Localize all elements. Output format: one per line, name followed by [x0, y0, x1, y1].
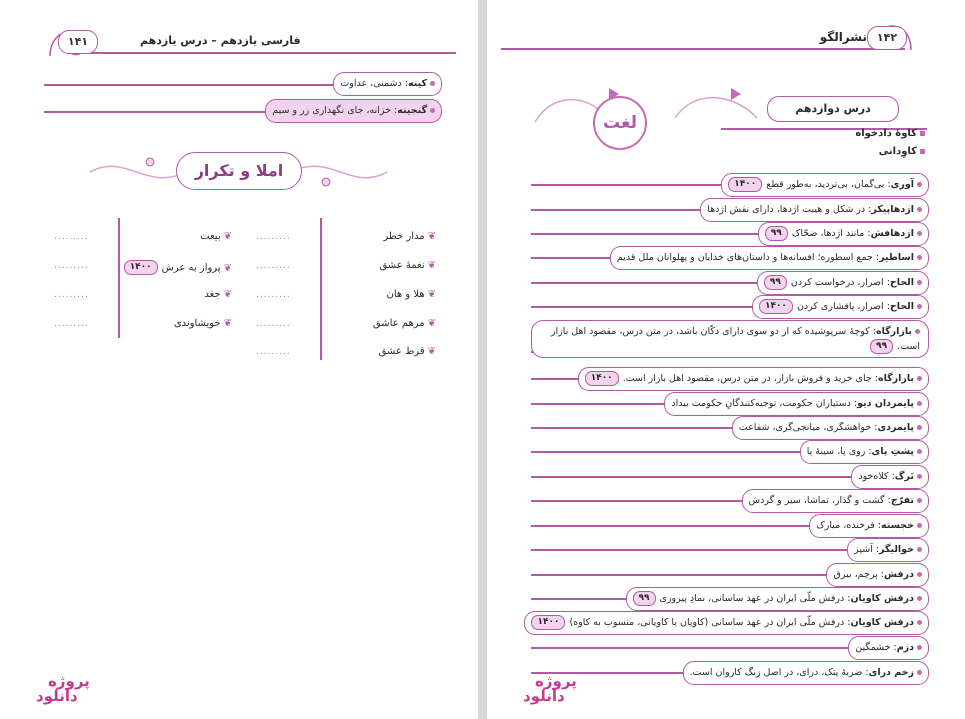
spelling-item: ❦خویشاوندی	[173, 318, 232, 329]
bullet-icon	[917, 498, 922, 503]
spelling-item: ❦مدار خطر	[383, 231, 436, 242]
exam-year-badge: ۹۹	[765, 226, 788, 241]
vocab-pill: درفش: پرچم، بیرق	[826, 563, 929, 587]
vocab-pill: خجسته: فرخنده، مبارک	[809, 514, 929, 538]
page-header-title: فارسی یازدهم – درس یازدهم	[140, 34, 301, 47]
exam-year-badge: ۱۴۰۰	[124, 260, 158, 275]
bullet-icon	[917, 474, 922, 479]
bullet-icon	[917, 620, 922, 625]
book-gutter	[478, 0, 487, 719]
vocab-definition: خزانه، جای نگهداری زر و سیم	[272, 105, 391, 116]
exam-year-badge: ۱۴۰۰	[531, 615, 565, 630]
spelling-item: ❦هلا و هان	[386, 289, 436, 300]
vocab-row	[531, 219, 929, 246]
vocab-pill: دژم: خشمگین	[848, 636, 929, 660]
vocab-row	[531, 389, 929, 416]
header-rule	[88, 52, 456, 54]
vocab-definition: دشمنی، عداوت	[340, 78, 402, 89]
vocab-pill: تفرّج: گشت و گذار، تماشا، سیر و گردش	[742, 489, 929, 513]
bullet-icon	[915, 329, 920, 334]
vocab-row	[44, 70, 442, 97]
leaf-icon: ❦	[223, 318, 232, 329]
leaf-icon: ❦	[427, 346, 436, 357]
spelling-item: ❦قرط عشق	[378, 346, 436, 357]
column-divider	[118, 218, 120, 338]
vocab-row	[531, 560, 929, 587]
leaf-icon: ❦	[427, 231, 436, 242]
square-bullet-icon	[920, 131, 925, 136]
blank-dots: .........	[54, 261, 89, 271]
vocab-term: کینه	[407, 78, 427, 89]
bullet-icon	[917, 280, 922, 285]
bullet-icon	[430, 81, 435, 86]
page-header-title: نشرالگو	[819, 30, 867, 44]
bullet-icon	[917, 255, 922, 260]
blank-dots: .........	[54, 319, 89, 329]
bullet-icon	[917, 572, 922, 577]
bullet-icon	[917, 182, 922, 187]
bullet-icon	[917, 670, 922, 675]
vocab-row	[531, 511, 929, 538]
vocab-pill: بازارگاه: کوچهٔ سرپوشیده که از دو سوی دارای دکّان باشد، در متن درس، مقصود اهل بازار است.۹۹	[531, 320, 929, 358]
lesson-title: درس دوازدهم	[767, 96, 899, 122]
vocab-row	[531, 317, 929, 361]
vocab-row	[531, 292, 929, 319]
vocab-term: گنجینه	[397, 105, 427, 116]
leaf-icon: ❦	[427, 289, 436, 300]
vocab-pill: بازارگاه: جای خرید و فروش بازار، در متن درس، مقصود اهل بازار است.۱۴۰۰	[578, 367, 929, 391]
vocab-row	[531, 535, 929, 562]
vocab-row	[531, 486, 929, 513]
vocab-row	[531, 462, 929, 489]
bullet-icon	[917, 547, 922, 552]
bullet-icon	[917, 523, 922, 528]
vocab-row	[531, 633, 929, 660]
vocab-pill: گنجینه: خزانه، جای نگهداری زر و سیم	[265, 99, 442, 123]
leaf-icon: ❦	[427, 318, 436, 329]
exam-year-badge: ۹۹	[633, 591, 656, 606]
vocab-pill: پایمردان دیو: دستیاران حکومت، توجیه‌کنندگانِ حکومت بیداد	[664, 392, 929, 416]
spelling-item: ❦نغمهٔ عشق	[379, 260, 436, 271]
vocab-pill: پشتِ پای: روی پا، سینهٔ پا	[800, 440, 929, 464]
bullet-icon	[917, 425, 922, 430]
page-number: ۱۴۲	[867, 26, 907, 50]
brand-logo: پروژه دانلود	[523, 672, 577, 705]
exam-year-badge: ۱۴۰۰	[728, 177, 762, 192]
section-title: املا و تکرار	[176, 152, 302, 190]
bullet-icon	[917, 376, 922, 381]
blank-dots: .........	[256, 319, 291, 329]
exam-year-badge: ۱۴۰۰	[759, 299, 793, 314]
page-number: ۱۴۱	[58, 30, 98, 54]
spelling-item: ❦پرواز به عرش۱۴۰۰	[124, 260, 232, 275]
vocab-row	[531, 364, 929, 391]
leaf-icon: ❦	[223, 289, 232, 300]
bullet-icon	[917, 304, 922, 309]
vocab-row	[531, 170, 929, 197]
vocab-pill: آوری: بی‌گمان، بی‌تردید، به‌طور قطع۱۴۰۰	[721, 173, 929, 197]
bullet-icon	[430, 108, 435, 113]
left-page	[0, 0, 478, 719]
vocab-row	[531, 268, 929, 295]
header-rule	[501, 48, 905, 50]
vocab-pill: درفش کاویان: درفش ملّی ایران در عهد ساسانی (کاویان یا کاویانی، منسوب به کاوه)۱۴۰۰	[524, 611, 929, 635]
vocab-pill: تَرگ: کلاه‌خود	[851, 465, 929, 489]
leaf-icon: ❦	[223, 262, 232, 274]
vocab-pill: الحاح: اصرار، درخواست کردن۹۹	[757, 271, 929, 295]
blank-dots: .........	[256, 290, 291, 300]
bullet-icon	[917, 401, 922, 406]
spelling-item: ❦مرهم عاشق	[372, 318, 436, 329]
right-page	[487, 0, 965, 719]
vocab-pill: اساطیر: جمع اسطوره؛ افسانه‌ها و داستان‌های خدایان و پهلوانان ملل قدیم	[610, 246, 929, 270]
exam-year-badge: ۹۹	[870, 339, 893, 354]
vocab-pill: اژدهاپیکر: در شکل و هیبت اژدها، دارای نقش اژدها	[700, 198, 929, 222]
blank-dots: .........	[54, 290, 89, 300]
bullet-icon	[917, 207, 922, 212]
blank-dots: .........	[256, 232, 291, 242]
vocab-row	[531, 437, 929, 464]
exam-year-badge: ۹۹	[764, 275, 787, 290]
spelling-item: ❦جغد	[204, 289, 232, 300]
vocab-pill: الحاح: اصرار، پافشاری کردن۱۴۰۰	[752, 295, 929, 319]
exam-year-badge: ۱۴۰۰	[585, 371, 619, 386]
lesson-subtitle: کاوهٔ دادخواه	[855, 128, 925, 139]
leaf-icon: ❦	[427, 260, 436, 271]
blank-dots: .........	[54, 232, 89, 242]
vocab-pill: پایمردی: خواهشگری، میانجی‌گری، شفاعت	[732, 416, 929, 440]
vocab-row	[531, 413, 929, 440]
bullet-icon	[917, 449, 922, 454]
vocab-row	[531, 195, 929, 222]
bullet-icon	[917, 645, 922, 650]
vocab-row	[531, 243, 929, 270]
square-bullet-icon	[920, 149, 925, 154]
vocab-pill: اژدهافش: مانند اژدها، ضحّاک۹۹	[758, 222, 929, 246]
vocab-pill: کینه: دشمنی، عداوت	[333, 72, 442, 96]
vocab-pill: زخم درای: ضربهٔ پتک، درای، در اصل زنگ کاروان است.	[683, 661, 929, 685]
vocab-badge: لغت	[593, 96, 647, 150]
vocab-row	[531, 608, 929, 635]
lesson-subtitle: کاوِدانی	[879, 146, 925, 157]
vocab-pill: خوالیگر: آشپز	[847, 538, 929, 562]
spelling-item: ❦بیعت	[200, 231, 232, 242]
vocab-pill: درفش کاویان: درفش ملّی ایران در عهد ساسانی، نمادِ پیروزی۹۹	[626, 587, 930, 611]
bullet-icon	[917, 596, 922, 601]
vocab-row	[44, 97, 442, 124]
blank-dots: .........	[256, 347, 291, 357]
blank-dots: .........	[256, 261, 291, 271]
leaf-icon: ❦	[223, 231, 232, 242]
brand-logo: پروژه دانلود	[36, 672, 90, 705]
bullet-icon	[917, 231, 922, 236]
vocab-row	[531, 584, 929, 611]
column-divider	[320, 218, 322, 360]
vocab-row	[531, 658, 929, 685]
